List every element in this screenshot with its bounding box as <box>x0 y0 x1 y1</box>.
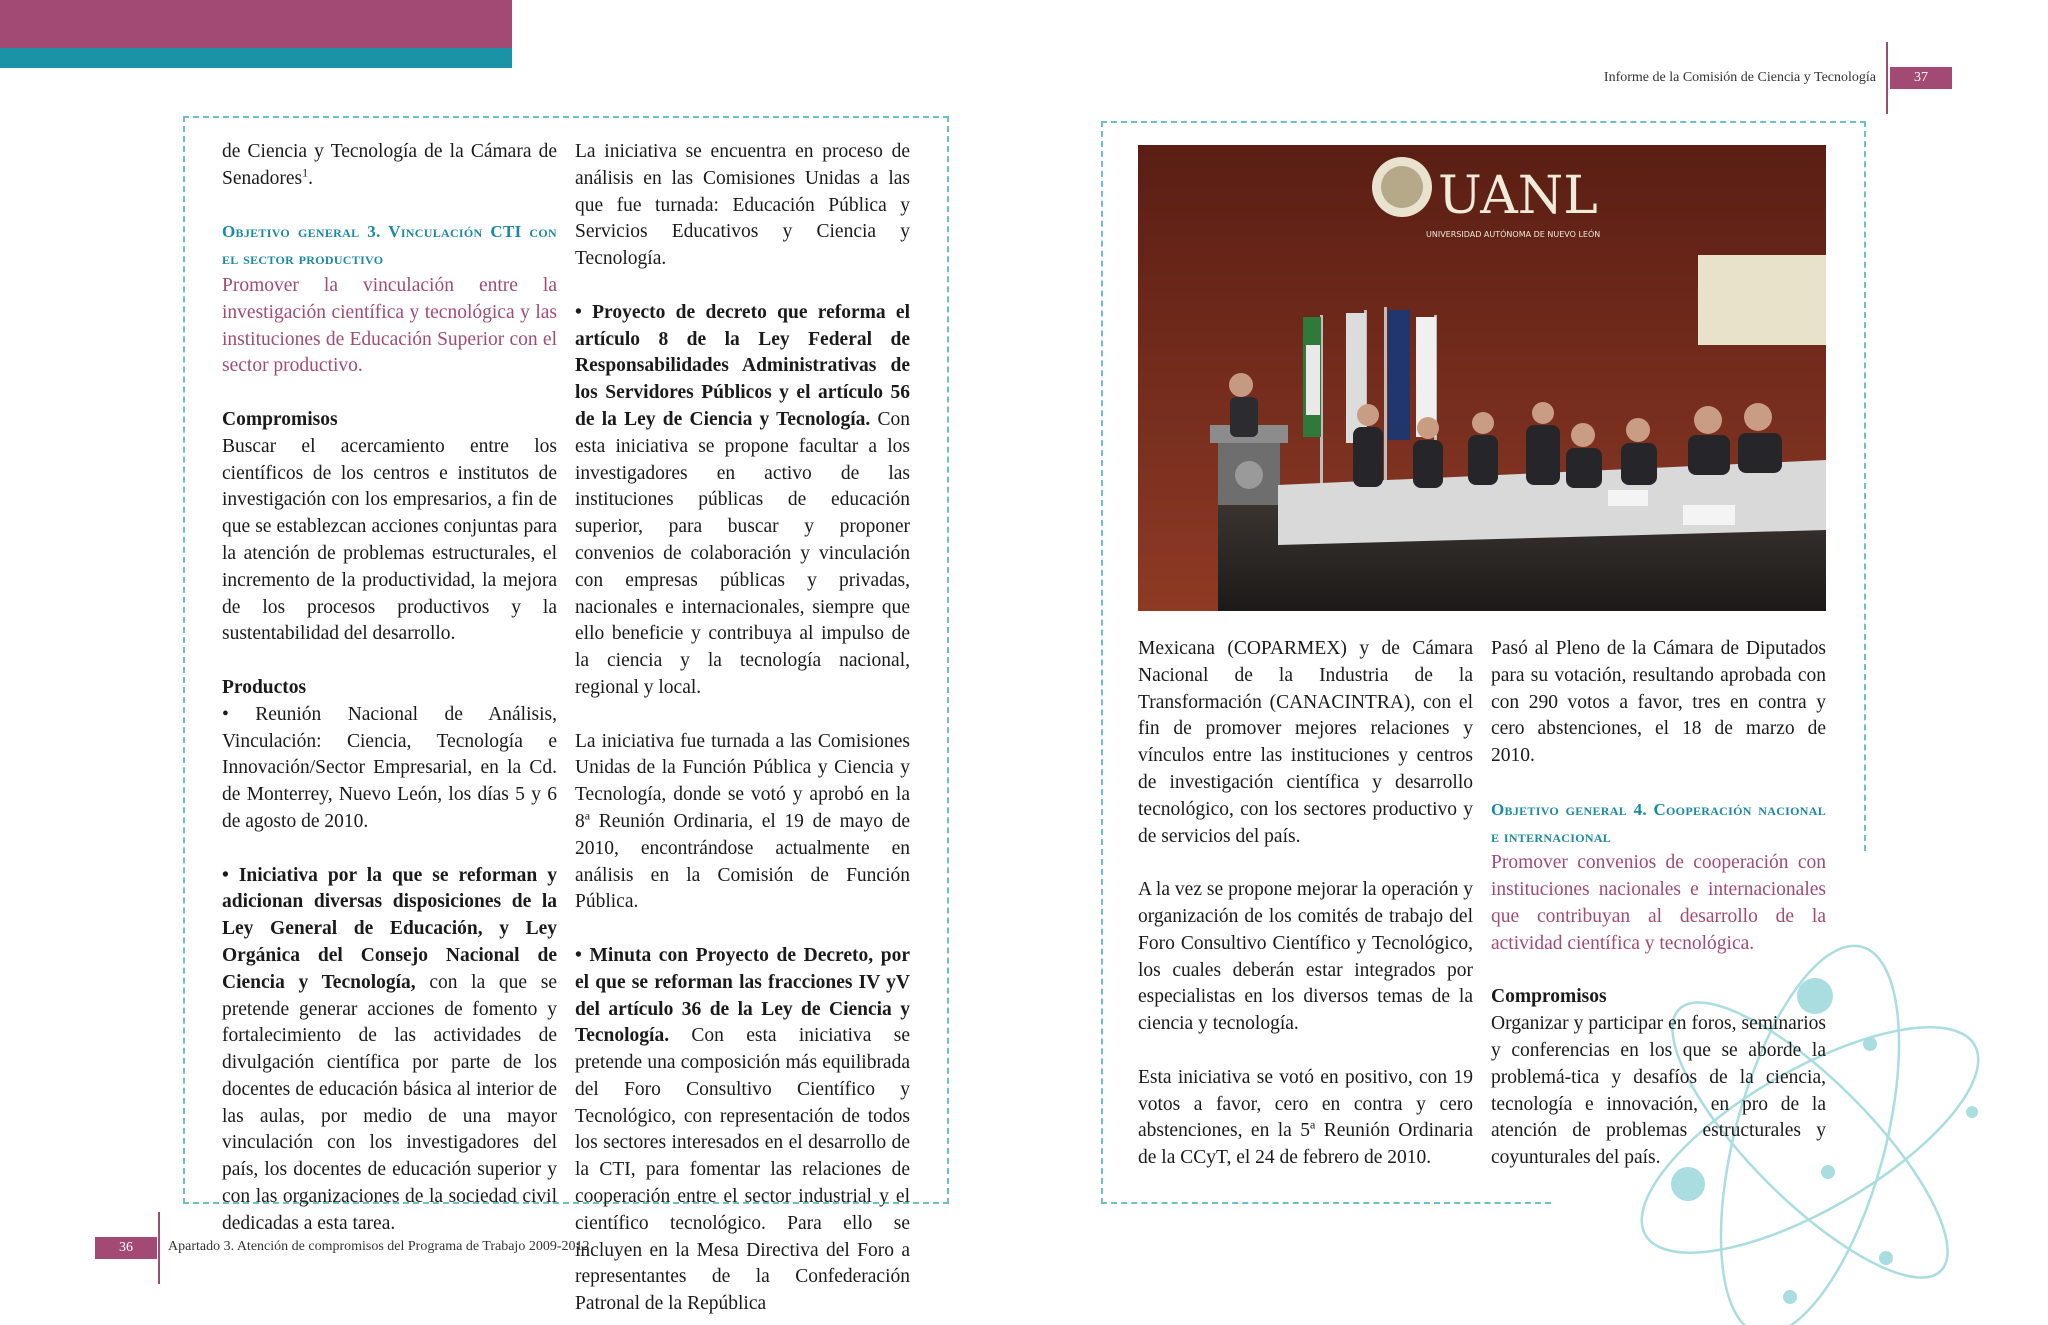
paragraph: Pasó al Pleno de la Cámara de Diputados para su votación, resultando aprobada con con 290 votos a favor, tres en contra y cero abstenciones, el 18 de marzo de 2010. <box>1491 638 1826 767</box>
footer-divider <box>158 1212 160 1284</box>
proyecto-paragraph: • Proyecto de decreto que reforma el artículo 8 de la Ley Federal de Responsabilidades Administrativas de los Servidores Públicos y el artículo 56 de la Ley de Ciencia y Tecnología. Con esta iniciativa se propone facultar a los investigadores en activo de las instituciones públicas de educación superior, para buscar y proponer convenios de colaboración y vinculación con empresas públicas y privadas, nacionales e internacionales, siempre que ello beneficie y contribuya al impulso de la ciencia y la tecnología nacional, regional y local. <box>575 301 910 698</box>
compromisos-text: Organizar y participar en foros, seminarios y conferencias en los que se aborde la problemá-tica y desafíos de la ciencia, tecnología e innovación, en pro de la atención de problemas estructurales y coyunturales del país. <box>1491 1013 1826 1169</box>
photo-sign-sub: UNIVERSIDAD AUTÓNOMA DE NUEVO LEÓN <box>1426 230 1601 239</box>
paragraph: Esta iniciativa se votó en positivo, con 19 votos a favor, cero en contra y cero abstenciones, en la 5$^a$ Reunión Ordinaria de la CCyT, el 24 de febrero de 2010. <box>1138 1066 1473 1169</box>
compromisos-text: Buscar el acercamiento entre los científicos de los centros e institutos de investigación con los empresarios, a fin de que se establezcan acciones conjuntas para la atención de problemas estructurales, el incremento de la productividad, la mejora de los procesos productivos y la sustentabilidad del desarrollo. <box>222 435 557 645</box>
top-bar-magenta <box>0 0 512 48</box>
page-number-right: 37 <box>1890 67 1952 89</box>
right-frame-right <box>1864 121 1866 851</box>
minuta-paragraph: • Minuta con Proyecto de Decreto, por el que se reforman las fracciones IV yV del artículo 36 de la Ley de Ciencia y Tecnología. Con esta iniciativa se pretende una composición más equilibrada del Foro Consultivo Científico y Tecnológico, con representación de todos los sectores interesados en el desarrollo de la CTI, para fomentar las relaciones de cooperación entre el sector industrial y el científico tecnológico. Para ello se incluyen en la Mesa Directiva del Foro a representantes de la Confederación Patronal de la República <box>575 944 910 1315</box>
objective-4-text: Promover convenios de cooperación con instituciones nacionales e internacionales que contribuyan al desarrollo de la actividad científica y tecnológica. <box>1491 852 1826 954</box>
paragraph: A la vez se propone mejorar la operación y organización de los comités de trabajo del Foro Consultivo Científico y Tecnológico, los cuales deberán estar integrados por especialistas en los diversos temas de la ciencia y tecnología. <box>1138 879 1473 1035</box>
column-4 <box>1491 636 1826 1172</box>
page-number-left: 36 <box>95 1237 157 1259</box>
iniciativa-paragraph: • Iniciativa por la que se reforman y adicionan diversas disposiciones de la Ley General de Educación, y Ley Orgánica del Consejo Nacional de Ciencia y Tecnología, con la que se pretende generar acciones de fomento y fortalecimiento de las actividades de divulgación científica por parte de los docentes de educación básica al interior de las aulas, por medio de una mayor vinculación con los investigadores del país, los docentes de educación superior y con las organizaciones de la sociedad civil dedicadas a esta tarea. <box>222 864 557 1234</box>
conference-photo <box>1138 145 1826 611</box>
compromisos-heading: Compromisos <box>1491 986 1607 1008</box>
objective-3-text: Promover la vinculación entre la investigación científica y tecnológica y las instituciones de Educación Superior con el sector productivo. <box>222 274 557 377</box>
productos-heading: Productos <box>222 676 307 698</box>
paragraph: La iniciativa se encuentra en proceso de análisis en las Comisiones Unidas a las que fue turnada: Educación Pública y Servicios Educativos y Ciencia y Tecnología. <box>575 141 910 270</box>
right-frame-bottom <box>1101 1202 1551 1204</box>
paragraph: Mexicana (COPARMEX) y de Cámara Nacional de la Industria de la Transformación (CANACINTRA), con el fin de promover mejores relaciones y vínculos entre las instituciones y centros de investigación científica y desarrollo tecnológico, con los sectores productivo y de servicios del país. <box>1138 638 1473 847</box>
photo-sign: UANL <box>1438 166 1598 226</box>
header-divider <box>1886 42 1888 114</box>
compromisos-heading: Compromisos <box>222 408 338 430</box>
paragraph: La iniciativa fue turnada a las Comisiones Unidas de la Función Pública y Ciencia y Tecnología, donde se votó y aprobó en la 8$^a$ Reunión Ordinaria, el 19 de mayo de 2010, encontrándose actualmente en análisis en la Comisión de Función Pública. <box>575 730 910 913</box>
column-3 <box>1138 636 1473 1172</box>
productos-text: • Reunión Nacional de Análisis, Vinculación: Ciencia, Tecnología e Innovación/Sector Empresarial, en la Cd. de Monterrey, Nuevo León, los días 5 y 6 de agosto de 2010. <box>222 703 557 832</box>
running-header: Informe de la Comisión de Ciencia y Tecnología <box>1603 70 1876 85</box>
paragraph: de Ciencia y Tecnología de la Cámara de Senadores$^1$. <box>222 141 557 189</box>
objective-3-heading: Objetivo general 3. Vinculación CTI con el sector productivo <box>222 222 557 269</box>
running-footer: Apartado 3. Atención de compromisos del Programa de Trabajo 2009-2012 <box>168 1239 590 1254</box>
objective-4-heading: Objetivo general 4. Cooperación nacional e internacional <box>1491 799 1826 846</box>
column-2 <box>575 139 910 1318</box>
column-1 <box>222 139 557 1238</box>
top-bar-teal <box>0 48 512 68</box>
